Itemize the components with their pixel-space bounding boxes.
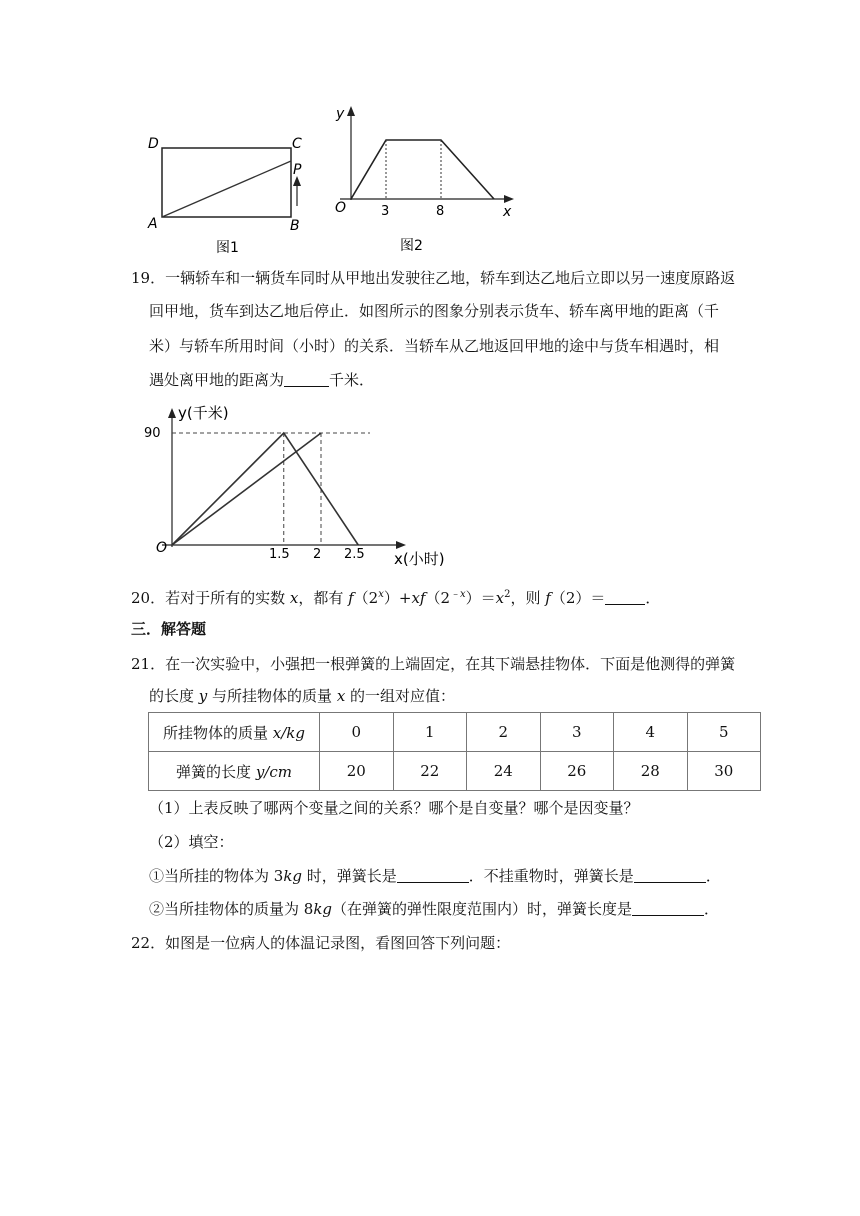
table-cell: 0 [320, 713, 394, 752]
chart-origin: O [156, 540, 168, 556]
q20-var-x2: x [495, 589, 505, 607]
q19-line-3: 米）与轿车所用时间（小时）的关系．当轿车从乙地返回甲地的途中与货车相遇时，相 [149, 337, 720, 355]
row-2-header: 弹簧的长度 y/cm [149, 752, 320, 791]
chart-y-tick-90: 90 [144, 426, 161, 441]
label-d: D [148, 136, 159, 152]
figure-3-chart [142, 400, 452, 570]
q20-exp-neg-x: ﹣x [450, 589, 466, 600]
table-row [149, 713, 761, 752]
q20-xf: xf [411, 589, 426, 607]
q20-text-7: ，则 [510, 589, 546, 607]
chart-x-label: x(小时) [394, 550, 445, 568]
q20-exp-2: 2 [504, 589, 511, 600]
label-b: B [290, 218, 300, 234]
chart-y-label: y(千米) [178, 404, 229, 422]
q20-line [131, 585, 660, 608]
spring-data-table [148, 712, 761, 791]
label-x: x [503, 204, 512, 220]
q20-text-3: （2 [353, 589, 379, 607]
figure-1-rectangle [140, 128, 320, 260]
table-cell: 20 [320, 752, 394, 791]
figure-1-caption: 图1 [216, 240, 239, 256]
q21-part-2: （2）填空： [149, 833, 234, 851]
table-cell: 28 [614, 752, 688, 791]
q19-line-4 [149, 370, 374, 390]
figure-2-caption: 图2 [400, 238, 423, 254]
label-y: y [336, 106, 345, 122]
label-c: C [292, 136, 302, 152]
table-cell: 3 [540, 713, 614, 752]
q20-text-6: ）＝ [465, 589, 496, 607]
trapezoid-line [351, 140, 494, 199]
tick-8: 8 [436, 204, 445, 219]
table-cell: 24 [467, 752, 541, 791]
q21-blank-1[interactable] [397, 866, 469, 883]
q19-line-1: 19．一辆轿车和一辆货车同时从甲地出发驶往乙地，轿车到达乙地后立即以另一速度原路返 [131, 269, 736, 287]
q20-answer-blank[interactable] [605, 588, 645, 605]
q19-line-2: 回甲地，货车到达乙地后停止．如图所示的图象分别表示货车、轿车离甲地的距离（千 [149, 302, 720, 320]
q20-exp-x: x [378, 589, 384, 600]
table-cell: 22 [393, 752, 467, 791]
table-cell: 4 [614, 713, 688, 752]
table-cell: 2 [467, 713, 541, 752]
q19-text-after-blank: 千米． [329, 371, 375, 389]
chart-x-axis-arrow-icon [396, 541, 406, 549]
q20-var-x: x [289, 589, 299, 607]
q20-text-5: （2 [425, 589, 450, 607]
section-3-heading: 三．解答题 [131, 620, 207, 638]
x-axis-arrow-icon [504, 195, 514, 203]
table-cell: 1 [393, 713, 467, 752]
q19-text-before-blank: 遇处离甲地的距离为 [149, 371, 285, 389]
y-axis-arrow-icon [347, 106, 355, 116]
q19-answer-blank[interactable] [284, 370, 329, 387]
q21-line-1: 21．在一次实验中，小强把一根弹簧的上端固定，在其下端悬挂物体．下面是他测得的弹簧 [131, 655, 736, 673]
q21-text-a: 的长度 [149, 687, 199, 705]
row-1-header: 所挂物体的质量 x/kg [149, 713, 320, 752]
label-a: A [148, 216, 158, 232]
label-o: O [335, 200, 347, 216]
table-row [149, 752, 761, 791]
figure-2-graph [330, 104, 520, 260]
q21-blank-2[interactable] [634, 866, 706, 883]
q20-text-2: ，都有 [298, 589, 349, 607]
chart-x-tick-2-5: 2.5 [344, 547, 365, 562]
table-cell: 30 [687, 752, 761, 791]
q20-text-8: （2）＝ [550, 589, 606, 607]
q21-var-y: y [198, 687, 208, 705]
table-cell: 5 [687, 713, 761, 752]
chart-x-tick-1-5: 1.5 [269, 547, 290, 562]
q21-var-x: x [336, 687, 346, 705]
q22-line: 22．如图是一位病人的体温记录图，看图回答下列问题： [131, 934, 511, 952]
segment-ap [162, 161, 291, 217]
label-p: P [293, 162, 302, 178]
tick-3: 3 [381, 204, 390, 219]
q20-text-1: 20．若对于所有的实数 [131, 589, 290, 607]
q21-line-2 [149, 686, 455, 706]
chart-y-axis-arrow-icon [168, 408, 176, 418]
q21-text-b: 与所挂物体的质量 [207, 687, 337, 705]
q21-blank-3[interactable] [632, 899, 704, 916]
q21-part-1: （1）上表反映了哪两个变量之间的关系？哪个是自变量？哪个是因变量？ [149, 799, 639, 817]
q20-text-end: ． [645, 589, 661, 607]
q20-func-f: f [348, 589, 354, 607]
table-cell: 26 [540, 752, 614, 791]
chart-x-tick-2: 2 [313, 547, 322, 562]
q20-func-f2: f [545, 589, 551, 607]
series-line-2 [172, 433, 321, 545]
q21-text-c: 的一组对应值： [345, 687, 456, 705]
q21-part-3: ①当所挂的物体为 3kg 时，弹簧长是 ．不挂重物时，弹簧长是 ． [149, 867, 721, 885]
q20-text-4: ）+ [383, 589, 412, 607]
q21-part-4: ②当所挂物体的质量为 8kg（在弹簧的弹性限度范围内）时，弹簧长度是 ． [149, 900, 720, 918]
series-line-1 [172, 433, 358, 545]
